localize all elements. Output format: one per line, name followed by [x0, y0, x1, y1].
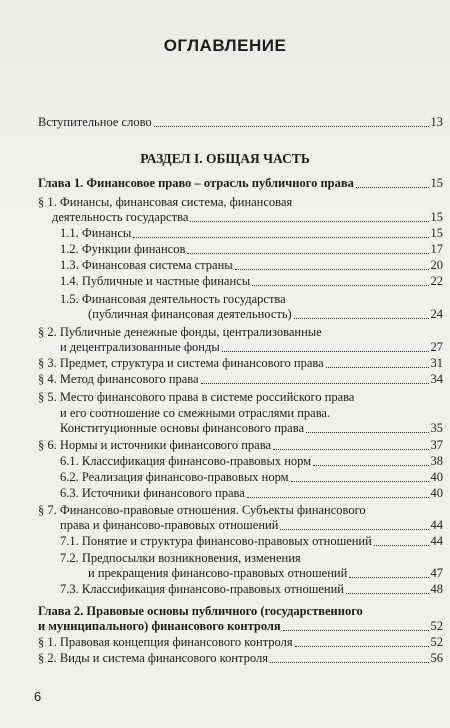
toc-entry-1-5-line1: 1.5. Финансовая деятельность государства: [60, 292, 286, 306]
toc-entry-7-2[interactable]: [88, 566, 443, 581]
toc-entry-page: 27: [430, 340, 443, 354]
toc-entry-label: § 6. Нормы и источники финансового права: [38, 438, 272, 452]
page-number: 6: [34, 689, 42, 704]
toc-entry-page: 47: [430, 566, 443, 580]
toc-entry-label: и муниципального) финансового контроля: [38, 619, 281, 633]
toc-entry-ch1-par7-line1: § 7. Финансово-правовые отношения. Субъекты финансового: [38, 503, 366, 517]
toc-entry-page: 38: [430, 454, 443, 468]
toc-entry-label: и прекращения финансово-правовых отношений: [88, 566, 348, 580]
toc-entry-page: 15: [430, 210, 443, 224]
leader-dots: [273, 449, 428, 450]
leader-dots: [201, 383, 429, 384]
toc-entry-label: 7.3. Классификация финансово-правовых отношений: [60, 582, 344, 596]
toc-entry-page: 37: [430, 438, 443, 452]
leader-dots: [154, 126, 429, 127]
toc-entry-page: 22: [430, 274, 443, 288]
toc-entry-label: 6.3. Источники финансового права: [60, 486, 245, 500]
toc-entry-label: Конституционные основы финансового права: [60, 421, 305, 435]
toc-entry-page: 56: [430, 651, 443, 665]
toc-entry-1-2[interactable]: [60, 242, 443, 257]
toc-entry-ch1-par7[interactable]: [60, 518, 443, 533]
toc-entry-label: Глава 1. Финансовое право – отрасль публичного права: [38, 176, 354, 190]
toc-entry-label: и децентрализованные фонды: [60, 340, 220, 354]
leader-dots: [295, 646, 429, 647]
toc-entry-label: § 3. Предмет, структура и система финансового права: [38, 356, 324, 370]
toc-entry-ch2-par2[interactable]: [38, 651, 443, 666]
toc-entry-label: деятельность государства: [52, 210, 189, 224]
leader-dots: [235, 269, 429, 270]
toc-entry-1-5[interactable]: [88, 307, 443, 322]
toc-entry-page: 52: [430, 619, 443, 633]
leader-dots: [187, 253, 428, 254]
leader-dots: [283, 630, 429, 631]
leader-dots: [349, 577, 428, 578]
toc-entry-ch1-par5[interactable]: [60, 421, 443, 436]
toc-entry-page: 15: [430, 176, 443, 190]
toc-entry-chapter-2[interactable]: [38, 619, 443, 634]
toc-entry-page: 44: [430, 534, 443, 548]
toc-entry-6-3[interactable]: [60, 486, 443, 501]
toc-entry-page: 44: [430, 518, 443, 532]
toc-entry-label: 1.2. Функции финансов: [60, 242, 186, 256]
leader-dots: [294, 318, 429, 319]
toc-entry-7-1[interactable]: [60, 534, 443, 549]
leader-dots: [280, 529, 428, 530]
leader-dots: [247, 497, 429, 498]
toc-entry-chapter-2-line1: Глава 2. Правовые основы публичного (государственного: [38, 604, 363, 618]
toc-entry-ch1-par2-line1: § 2. Публичные денежные фонды, централизованные: [38, 325, 322, 339]
leader-dots: [313, 465, 428, 466]
toc-entry-page: 20: [430, 258, 443, 272]
toc-entry-page: 40: [430, 470, 443, 484]
leader-dots: [190, 221, 428, 222]
toc-entry-page: 31: [430, 356, 443, 370]
toc-entry-ch1-par5-line1: § 5. Место финансового права в системе российского права: [38, 390, 355, 404]
toc-entry-label: § 4. Метод финансового права: [38, 372, 199, 386]
leader-dots: [306, 432, 428, 433]
leader-dots: [270, 662, 429, 663]
leader-dots: [252, 285, 428, 286]
toc-entry-ch1-par3[interactable]: [38, 356, 443, 371]
toc-entry-page: 48: [430, 582, 443, 596]
toc-entry-intro[interactable]: [38, 115, 443, 130]
toc-entry-7-3[interactable]: [60, 582, 443, 597]
toc-entry-label: Вступительное слово: [38, 115, 152, 129]
toc-entry-page: 40: [430, 486, 443, 500]
toc-entry-page: 34: [430, 372, 443, 386]
leader-dots: [374, 545, 429, 546]
toc-entry-label: 6.1. Классификация финансово-правовых норм: [60, 454, 312, 468]
toc-entry-page: 35: [430, 421, 443, 435]
leader-dots: [222, 351, 429, 352]
toc-entry-chapter-1[interactable]: [38, 176, 443, 191]
toc-entry-ch1-par6[interactable]: [38, 438, 443, 453]
toc-entry-ch1-par4[interactable]: [38, 372, 443, 387]
toc-entry-ch1-par1-line1: § 1. Финансы, финансовая система, финансовая: [38, 195, 293, 209]
toc-entry-page: 13: [430, 115, 443, 129]
toc-entry-1-3[interactable]: [60, 258, 443, 273]
page-title: ОГЛАВЛЕНИЕ: [163, 36, 287, 55]
toc-entry-ch1-par5-line2: и его соотношение со смежными отраслями права.: [60, 406, 331, 420]
leader-dots: [326, 367, 429, 368]
leader-dots: [356, 187, 429, 188]
toc-entry-1-1[interactable]: [60, 226, 443, 241]
toc-entry-label: 1.3. Финансовая система страны: [60, 258, 233, 272]
toc-entry-label: § 1. Правовая концепция финансового контроля: [38, 635, 293, 649]
leader-dots: [291, 481, 429, 482]
toc-entry-7-2-line1: 7.2. Предпосылки возникновения, изменения: [60, 551, 301, 565]
section-heading: РАЗДЕЛ I. ОБЩАЯ ЧАСТЬ: [140, 151, 310, 166]
leader-dots: [346, 593, 429, 594]
toc-entry-page: 52: [430, 635, 443, 649]
toc-entry-page: 17: [430, 242, 443, 256]
toc-entry-label: § 2. Виды и система финансового контроля: [38, 651, 268, 665]
toc-entry-label: 6.2. Реализация финансово-правовых норм: [60, 470, 289, 484]
toc-entry-label: 7.1. Понятие и структура финансово-правовых отношений: [60, 534, 372, 548]
toc-entry-ch1-par2[interactable]: [60, 340, 443, 355]
toc-entry-page: 15: [430, 226, 443, 240]
leader-dots: [133, 237, 428, 238]
toc-entry-label: права и финансово-правовых отношений: [60, 518, 279, 532]
toc-entry-label: 1.1. Финансы: [60, 226, 132, 240]
toc-entry-ch1-par1[interactable]: [52, 210, 443, 225]
toc-entry-label: (публичная финансовая деятельность): [88, 307, 292, 321]
toc-entry-page: 24: [430, 307, 443, 321]
toc-entry-1-4[interactable]: [60, 274, 443, 289]
toc-entry-6-1[interactable]: [60, 454, 443, 469]
toc-entry-label: 1.4. Публичные и частные финансы: [60, 274, 251, 288]
toc-entry-6-2[interactable]: [60, 470, 443, 485]
toc-entry-ch2-par1[interactable]: [38, 635, 443, 650]
